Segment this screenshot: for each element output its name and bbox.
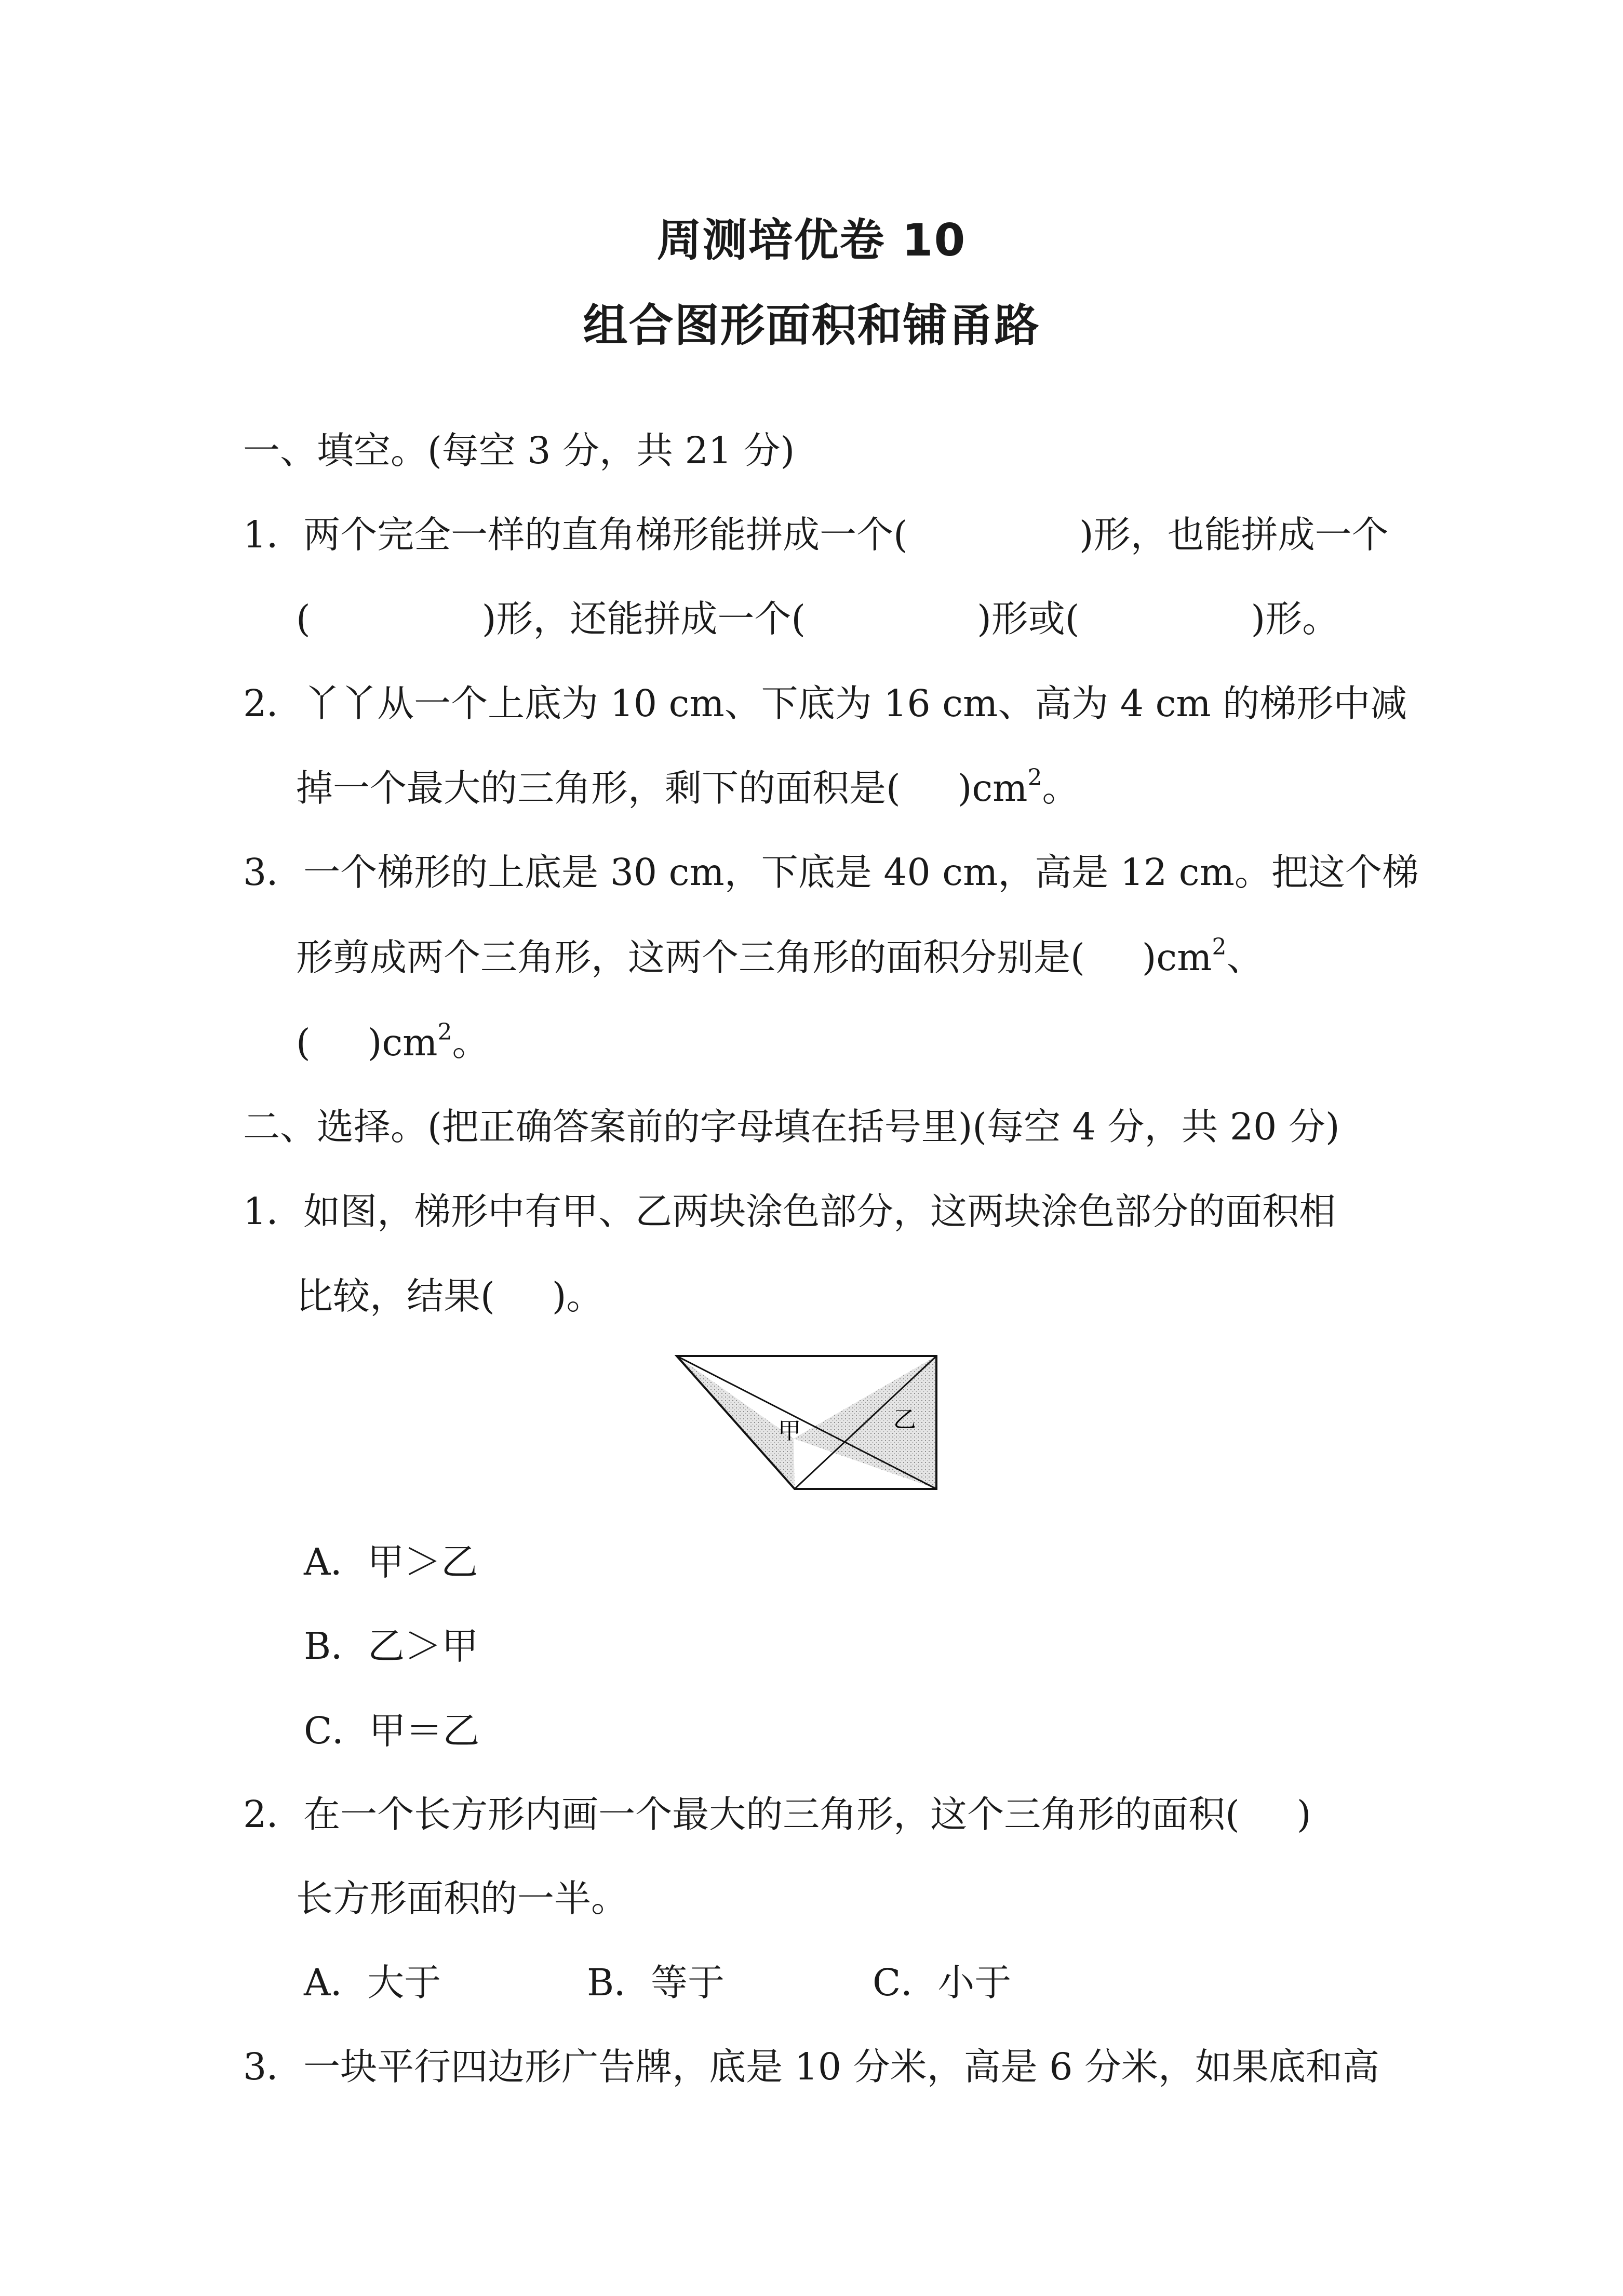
s2-q2-option-c: C．小于	[873, 1961, 1012, 2004]
s2-q2-text-b: )	[1296, 1793, 1311, 1836]
s2-q1-option-c: C．甲＝乙	[304, 1709, 480, 1752]
s1-q1-text-b: )形，也能拼成一个	[1079, 513, 1389, 556]
s2-q3-line1: 3．一块平行四边形广告牌，底是 10 分米，高是 6 分米，如果底和高	[243, 2045, 1379, 2088]
s1-q3-text-a: 形剪成两个三角形，这两个三角形的面积分别是(	[296, 936, 1085, 979]
s2-q1-line1: 1．如图，梯形中有甲、乙两块涂色部分，这两块涂色部分的面积相	[243, 1190, 1336, 1233]
s2-q2-line2: 长方形面积的一半。	[296, 1877, 628, 1920]
s1-q2-text-c: 。	[1042, 767, 1079, 810]
s1-q3-text-e: 。	[452, 1021, 489, 1064]
trapezoid-figure	[670, 1345, 945, 1496]
superscript: 2	[437, 1019, 452, 1045]
s2-q1-option-a: A．甲＞乙	[304, 1540, 478, 1583]
s1-q2-text-a: 掉一个最大的三角形，剩下的面积是(	[296, 767, 901, 810]
s1-q3-text-c: 、	[1226, 936, 1264, 979]
s2-q2-line1	[243, 1789, 1311, 1841]
label-jia: 甲	[778, 1418, 801, 1444]
section2-heading: 二、选择。(把正确答案前的字母填在括号里)(每空 4 分，共 20 分)	[243, 1105, 1340, 1148]
s1-q2-line1: 2．丫丫从一个上底为 10 cm、下底为 16 cm、高为 4 cm 的梯形中减	[243, 682, 1407, 725]
s1-q1-text-d: )形，还能拼成一个(	[481, 597, 806, 640]
s2-q2-text-a: 2．在一个长方形内画一个最大的三角形，这个三角形的面积(	[243, 1793, 1240, 1836]
s1-q3-line1: 3．一个梯形的上底是 30 cm，下底是 40 cm，高是 12 cm。把这个梯	[243, 851, 1419, 894]
superscript: 2	[1027, 764, 1042, 791]
s2-q2-option-a: A．大于	[304, 1961, 441, 2004]
s1-q3-text-d: (	[296, 1021, 311, 1064]
s1-q3-unit: )cm	[1142, 936, 1212, 979]
s1-q2-unit: )cm	[957, 767, 1028, 810]
s1-q3-line3	[296, 1017, 489, 1069]
s2-q1-option-b: B．乙＞甲	[304, 1624, 479, 1668]
section1-heading: 一、填空。(每空 3 分，共 21 分)	[243, 429, 795, 472]
page-title: 周测培优卷 10	[656, 214, 967, 266]
superscript: 2	[1212, 934, 1227, 960]
page-subtitle: 组合图形面积和铺甬路	[583, 300, 1040, 352]
s1-q3-unit2: )cm	[367, 1021, 438, 1064]
label-yi: 乙	[893, 1406, 916, 1433]
s1-q1-text-a: 1．两个完全一样的直角梯形能拼成一个(	[243, 513, 908, 556]
s1-q2-line2	[296, 762, 1079, 814]
s2-q1-line2	[296, 1270, 603, 1322]
s1-q1-text-c: (	[296, 597, 311, 640]
s1-q1-line2	[296, 593, 1339, 645]
s1-q3-line2	[296, 932, 1264, 984]
s1-q1-text-e: )形或(	[977, 597, 1080, 640]
s2-q1-text-b: )。	[552, 1274, 603, 1318]
s1-q1-text-f: )形。	[1251, 597, 1339, 640]
s1-q1-line1	[243, 509, 1389, 561]
s2-q1-text-a: 比较，结果(	[296, 1274, 495, 1318]
s2-q2-option-b: B．等于	[587, 1961, 725, 2004]
